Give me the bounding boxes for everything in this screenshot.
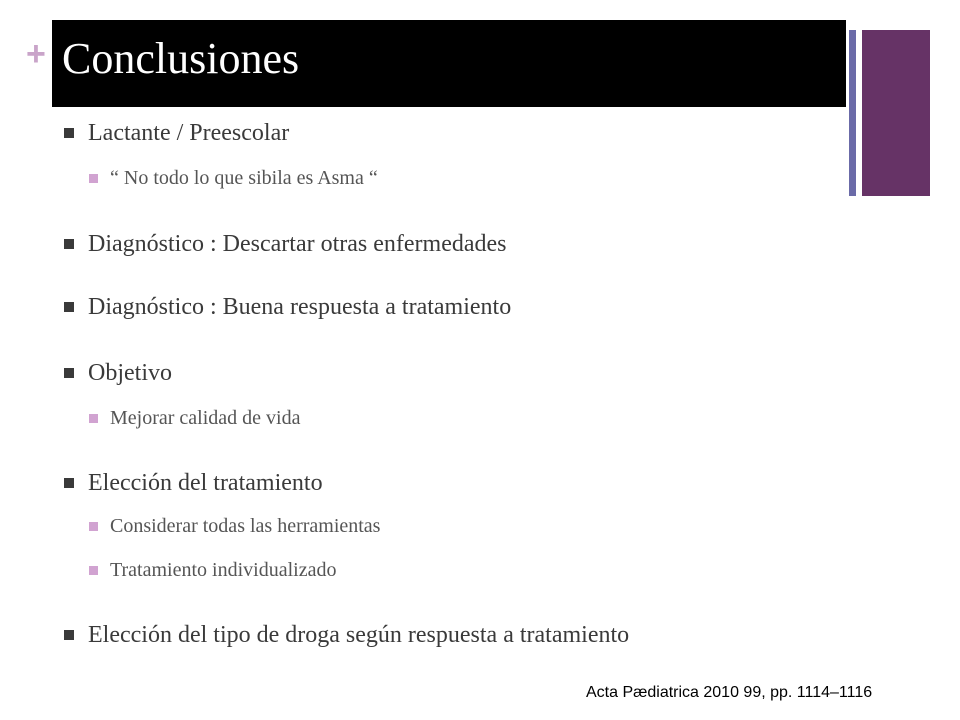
bullet-square-icon [64,239,74,249]
bullet-item: Diagnóstico : Descartar otras enfermedades [88,231,507,257]
page-title: Conclusiones [62,34,300,83]
bullet-item: Lactante / Preescolar [88,120,290,146]
bullet-item: Elección del tratamiento [88,470,323,496]
sub-bullet-square-icon [89,414,98,423]
sub-bullet-square-icon [89,174,98,183]
sub-bullet-square-icon [89,566,98,575]
bullet-square-icon [64,302,74,312]
bullet-square-icon [64,630,74,640]
decorative-thick-bar [862,30,930,196]
plus-icon: + [26,35,46,73]
sub-bullet-square-icon [89,522,98,531]
bullet-square-icon [64,478,74,488]
bullet-item: Diagnóstico : Buena respuesta a tratamiento [88,294,512,320]
sub-bullet-item: Mejorar calidad de vida [110,407,301,429]
bullet-item: Objetivo [88,360,172,386]
bullet-square-icon [64,128,74,138]
title-bar [52,20,846,107]
decorative-thin-bar [849,30,856,196]
sub-bullet-item: “ No todo lo que sibila es Asma “ [110,167,378,189]
citation: Acta Pædiatrica 2010 99, pp. 1114–1116 [586,684,873,701]
bullet-item: Elección del tipo de droga según respuesta a tratamiento [88,622,630,648]
sub-bullet-item: Tratamiento individualizado [110,559,337,581]
sub-bullet-item: Considerar todas las herramientas [110,515,381,537]
bullet-square-icon [64,368,74,378]
